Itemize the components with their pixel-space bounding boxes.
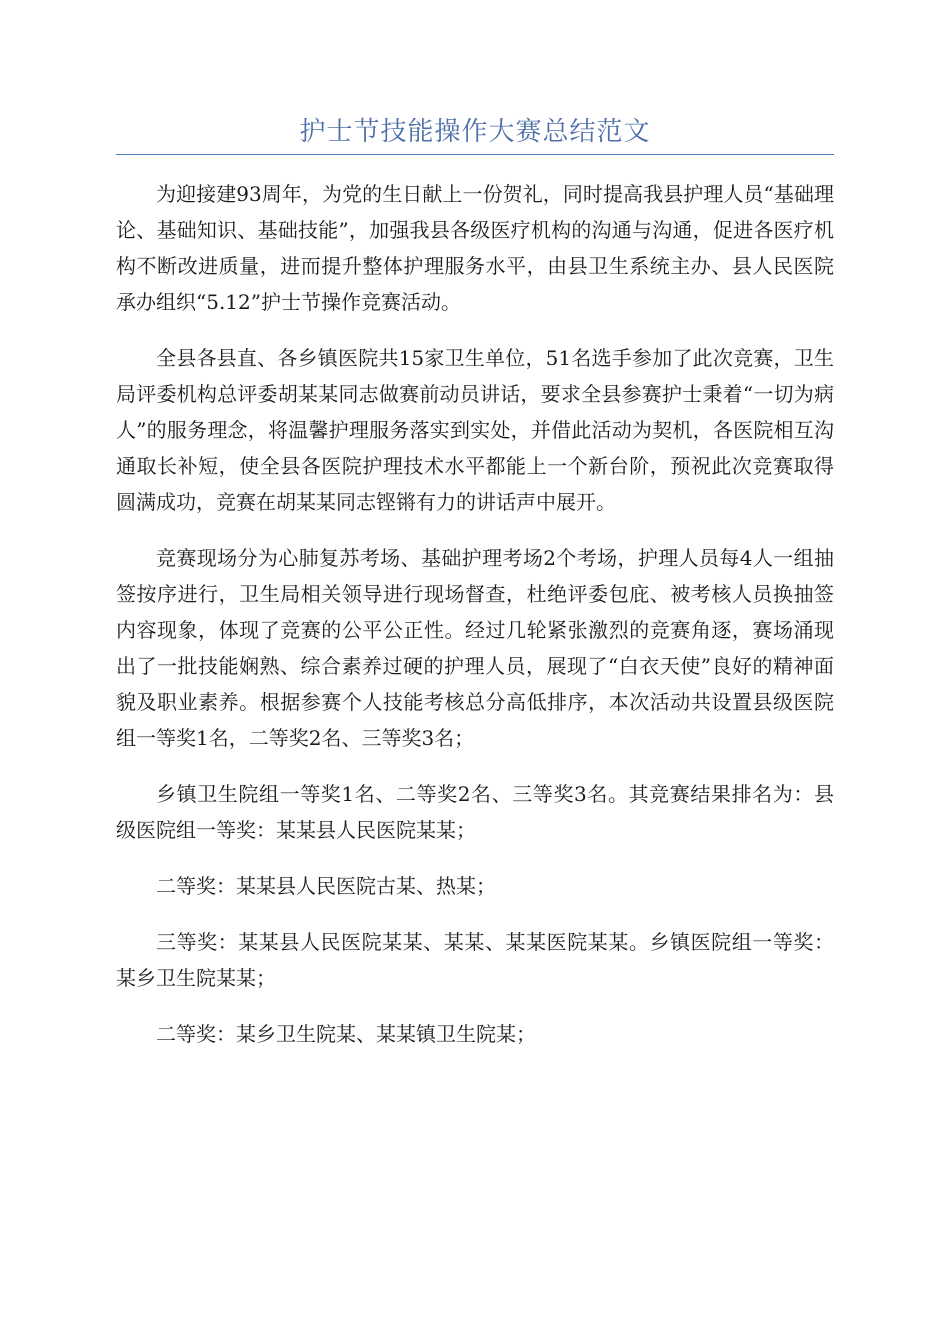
- document-body: [116, 176, 834, 1072]
- paragraph-third-prize-county: 三等奖：某某县人民医院某某、某某、某某医院某某。乡镇医院组一等奖：某乡卫生院某某；: [116, 930, 834, 990]
- paragraph-competition: 竞赛现场分为心肺复苏考场、基础护理考场2个考场，护理人员每4人一组抽签按序进行，卫生局相关领导进行现场督查，杜绝评委包庇、被考核人员换抽签内容现象，体现了竞赛的公平公正性。经过几轮紧张激烈的竞赛角逐，赛场涌现出了一批技能娴熟、综合素养过硬的护理人员，展现了“白衣天使”良好的精神面貌及职业素养。根据参赛个人技能考核总分高低排序，本次活动共设置县级医院组一等奖1名，二等奖2名、三等奖3名；: [116, 546, 834, 750]
- paragraph-second-prize-township: 二等奖：某乡卫生院某、某某镇卫生院某；: [156, 1022, 536, 1046]
- paragraph-township-awards: 乡镇卫生院组一等奖1名、二等奖2名、三等奖3名。其竞赛结果排名为：县级医院组一等奖：某某县人民医院某某；: [116, 782, 834, 842]
- document-title: 护士节技能操作大赛总结范文: [299, 117, 651, 147]
- title-underline: [116, 154, 834, 155]
- paragraph-second-prize-county: 二等奖：某某县人民医院古某、热某；: [156, 874, 496, 898]
- paragraph-participants: 全县各县直、各乡镇医院共15家卫生单位，51名选手参加了此次竞赛，卫生局评委机构总评委胡某某同志做赛前动员讲话，要求全县参赛护士秉着“一切为病人”的服务理念，将温馨护理服务落实到实处，并借此活动为契机，各医院相互沟通取长补短，使全县各医院护理技术水平都能上一个新台阶，预祝此次竞赛取得圆满成功，竞赛在胡某某同志铿锵有力的讲话声中展开。: [116, 346, 834, 514]
- paragraph-intro: 为迎接建93周年，为党的生日献上一份贺礼，同时提高我县护理人员“基础理论、基础知识、基础技能”，加强我县各级医疗机构的沟通与沟通，促进各医疗机构不断改进质量，进而提升整体护理服务水平，由县卫生系统主办、县人民医院承办组织“5.12”护士节操作竞赛活动。: [116, 182, 834, 314]
